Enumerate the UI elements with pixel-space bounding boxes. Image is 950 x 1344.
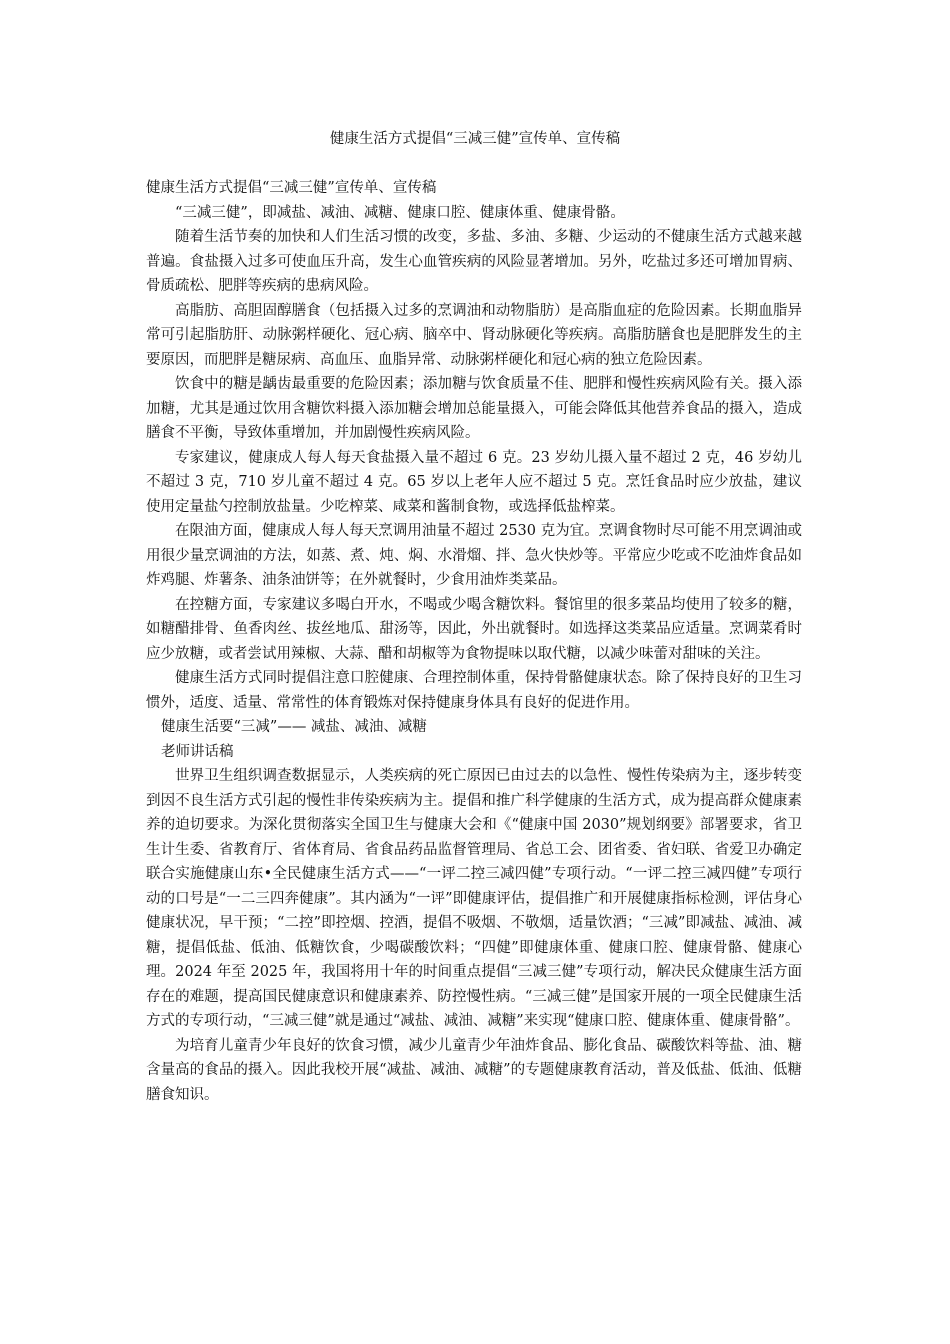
paragraph-speech-main: 世界卫生组织调查数据显示，人类疾病的死亡原因已由过去的以急性、慢性传染病为主，逐步转变到因不良生活方式引起的慢性非传染疾病为主。提倡和推广科学健康的生活方式，成为提高群众健康素养的迫切要求。为深化贯彻落实全国卫生与健康大会和《“健康中国 2030”规划纲要》部署要求，省卫生计生委、省教育厅、省体育局、省食品药品监督管理局、省总工会、团省委、省妇联、省爱卫办确定联合实施健康山东•全民健康生活方式——“一评二控三减四健”专项行动。“一评二控三减四健”专项行动的口号是“一二三四奔健康”。其内涵为“一评”即健康评估，提倡推广和开展健康指标检测，评估身心健康状况，早干预；“二控”即控烟、控酒，提倡不吸烟、不敬烟，适量饮酒；“三减”即减盐、减油、减糖，提倡低盐、低油、低糖饮食，少喝碳酸饮料；“四健”即健康体重、健康口腔、健康骨骼、健康心理。2024 年至 2025 年，我国将用十年的时间重点提倡“三减三健”专项行动，解决民众健康生活方面存在的难题，提高国民健康意识和健康素养、防控慢性病。“三减三健”是国家开展的一项全民健康生活方式的专项行动，“三减三健”就是通过“减盐、减油、减糖”来实现“健康口腔、健康体重、健康骨骼”。 (146, 768, 802, 1029)
section-subheading: 老师讲话稿 (161, 743, 234, 760)
paragraph-fat-risk: 高脂肪、高胆固醇膳食（包括摄入过多的烹调油和动物脂肪）是高脂血症的危险因素。长期血脂异常可引起脂肪肝、动脉粥样硬化、冠心病、脑卒中、肾动脉硬化等疾病。高脂肪膳食也是肥胖发生的主要原因，而肥胖是糖尿病、高血压、血脂异常、动脉粥样硬化和冠心病的独立危险因素。 (146, 302, 802, 368)
document-title: 健康生活方式提倡“三减三健”宣传单、宣传稿 (329, 131, 621, 147)
section-heading: 健康生活要“三减”—— 减盐、减油、减糖 (161, 719, 427, 735)
paragraph-salt-advice: 专家建议，健康成人每人每天食盐摄入量不超过 6 克。23 岁幼儿摄入量不超过 2 克，46 岁幼儿不超过 3 克，710 岁儿童不超过 4 克。65 岁以上老年人应不超过 5 克。烹饪食品时应少放盐，建议使用定量盐勺控制放盐量。少吃榨菜、咸菜和酱制食物，或选择低盐榨菜。 (146, 449, 802, 515)
paragraph-sugar-advice: 在控糖方面，专家建议多喝白开水，不喝或少喝含糖饮料。餐馆里的很多菜品均使用了较多的糖，如糖醋排骨、鱼香肉丝、拔丝地瓜、甜汤等，因此，外出就餐时。如选择这类菜品应适量。烹调菜肴时应少放糖，或者尝试用辣椒、大蒜、醋和胡椒等为食物提味以取代糖，以减少味蕾对甜味的关注。 (146, 596, 802, 662)
paragraph-healthy-lifestyle: 健康生活方式同时提倡注意口腔健康、合理控制体重，保持骨骼健康状态。除了保持良好的卫生习惯外，适度、适量、常常性的体育锻炼对保持健康身体具有良好的促进作用。 (146, 670, 802, 711)
document-subtitle: 健康生活方式提倡“三减三健”宣传单、宣传稿 (146, 180, 437, 196)
paragraph-oil-advice: 在限油方面，健康成人每人每天烹调用油量不超过 2530 克为宜。烹调食物时尽可能不用烹调油或用很少量烹调油的方法，如蒸、煮、炖、焖、水滑熘、拌、急火快炒等。平常应少吃或不吃油炸食品如炸鸡腿、炸薯条、油条油饼等；在外就餐时，少食用油炸类菜品。 (146, 523, 802, 588)
paragraph-speech-school: 为培育儿童青少年良好的饮食习惯，减少儿童青少年油炸食品、膨化食品、碳酸饮料等盐、油、糖含量高的食品的摄入。因此我校开展“减盐、减油、减糖”的专题健康教育活动，普及低盐、低油、低糖膳食知识。 (146, 1037, 802, 1103)
paragraph-sugar-risk: 饮食中的糖是龋齿最重要的危险因素；添加糖与饮食质量不佳、肥胖和慢性疾病风险有关。摄入添加糖，尤其是通过饮用含糖饮料摄入添加糖会增加总能量摄入，可能会降低其他营养食品的摄入，造成膳食不平衡，导致体重增加，并加剧慢性疾病风险。 (146, 376, 802, 441)
paragraph-intro: “三减三健”，即减盐、减油、减糖、健康口腔、健康体重、健康骨骼。 (175, 204, 625, 221)
paragraph-salt-risk: 随着生活节奏的加快和人们生活习惯的改变，多盐、多油、多糖、少运动的不健康生活方式越来越普遍。食盐摄入过多可使血压升高，发生心血管疾病的风险显著增加。另外，吃盐过多还可增加胃病、骨质疏松、肥胖等疾病的患病风险。 (146, 229, 802, 294)
document-body (146, 176, 802, 1107)
